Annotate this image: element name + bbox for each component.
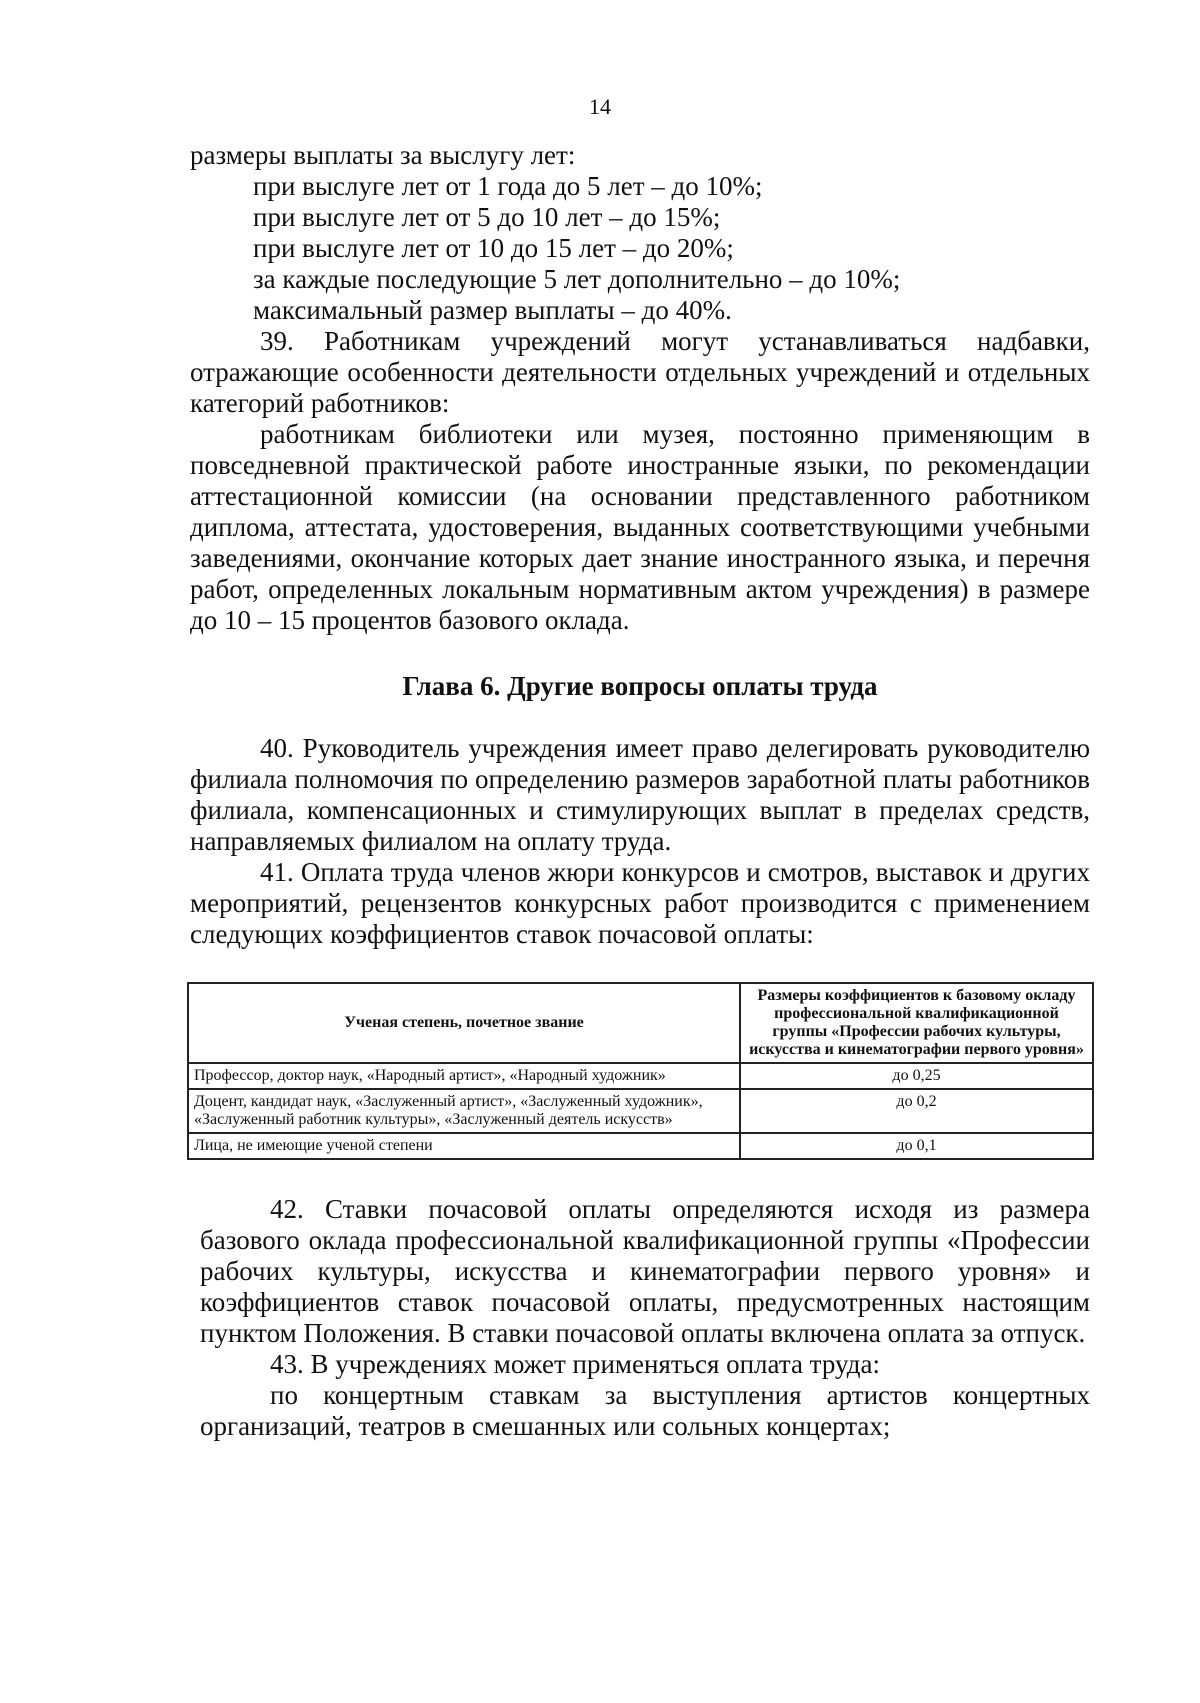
paragraph-41: 41. Оплата труда членов жюри конкурсов и смотров, выставок и других мероприятий, рецензентов конкурсных работ производится с применением следующих коэффициентов ставок почасовой оплаты: xyxy=(190,857,1090,949)
paragraph-43: 43. В учреждениях может применяться оплата труда: xyxy=(270,1349,880,1379)
paragraph-43-sub: по концертным ставкам за выступления артистов концертных организаций, театров в смешанных или сольных концертах; xyxy=(200,1380,1090,1441)
table-row xyxy=(188,1133,1093,1159)
table-cell-title: Профессор, доктор наук, «Народный артист», «Народный художник» xyxy=(188,1063,740,1089)
list-item: максимальный размер выплаты – до 40%. xyxy=(253,295,732,325)
table-header-cell: Размеры коэффициентов к базовому окладу профессиональной квалификационной группы «Профессии рабочих культуры, искусства и кинематографии первого уровня» xyxy=(740,983,1093,1063)
paragraph-39: 39. Работникам учреждений могут устанавливаться надбавки, отражающие особенности деятельности отдельных учреждений и отдельных категорий работников: xyxy=(190,326,1090,418)
table-header-row xyxy=(188,983,1093,1063)
table-cell-title: Доцент, кандидат наук, «Заслуженный артист», «Заслуженный художник», «Заслуженный работник культуры», «Заслуженный деятель искусств» xyxy=(188,1089,740,1133)
lower-block xyxy=(200,1194,1090,1442)
table-cell-value: до 0,2 xyxy=(740,1089,1093,1133)
list-item: при выслуге лет от 5 до 10 лет – до 15%; xyxy=(253,202,721,232)
list-item: при выслуге лет от 1 года до 5 лет – до 10%; xyxy=(253,171,763,201)
paragraph-39-sub: работникам библиотеки или музея, постоянно применяющим в повседневной практической работе иностранные языки, по рекомендации аттестационной комиссии (на основании представленного работником диплома, аттестата, удостоверения, выданных соответствующими учебными заведениями, окончание которых дает знание иностранного языка, и перечня работ, определенных локальным нормативным актом учреждения) в размере до 10 – 15 процентов базового оклада. xyxy=(190,419,1090,635)
list-item: за каждые последующие 5 лет дополнительно – до 10%; xyxy=(253,264,901,294)
paragraph-40: 40. Руководитель учреждения имеет право делегировать руководителю филиала полномочия по определению размеров заработной платы работников филиала, компенсационных и стимулирующих выплат в пределах средств, направляемых филиалом на оплату труда. xyxy=(190,733,1090,856)
paragraph-42: 42. Ставки почасовой оплаты определяются исходя из размера базового оклада профессиональной квалификационной группы «Профессии рабочих культуры, искусства и кинематографии первого уровня» и коэффициентов ставок почасовой оплаты, предусмотренных настоящим пунктом Положения. В ставки почасовой оплаты включена оплата за отпуск. xyxy=(200,1194,1090,1348)
table-row xyxy=(188,1089,1093,1133)
table-cell-value: до 0,25 xyxy=(740,1063,1093,1089)
chapter-title: Глава 6. Другие вопросы оплаты труда xyxy=(402,671,878,701)
list-item: при выслуге лет от 10 до 15 лет – до 20%; xyxy=(253,233,734,263)
table-cell-value: до 0,1 xyxy=(740,1133,1093,1159)
table-header-cell: Ученая степень, почетное звание xyxy=(188,983,740,1063)
page-number: 14 xyxy=(589,94,611,119)
document-body xyxy=(190,140,1090,1442)
table-cell-title: Лица, не имеющие ученой степени xyxy=(188,1133,740,1159)
coefficients-table xyxy=(187,982,1094,1160)
paragraph-seniority-intro: размеры выплаты за выслугу лет: xyxy=(190,140,576,170)
table-row xyxy=(188,1063,1093,1089)
